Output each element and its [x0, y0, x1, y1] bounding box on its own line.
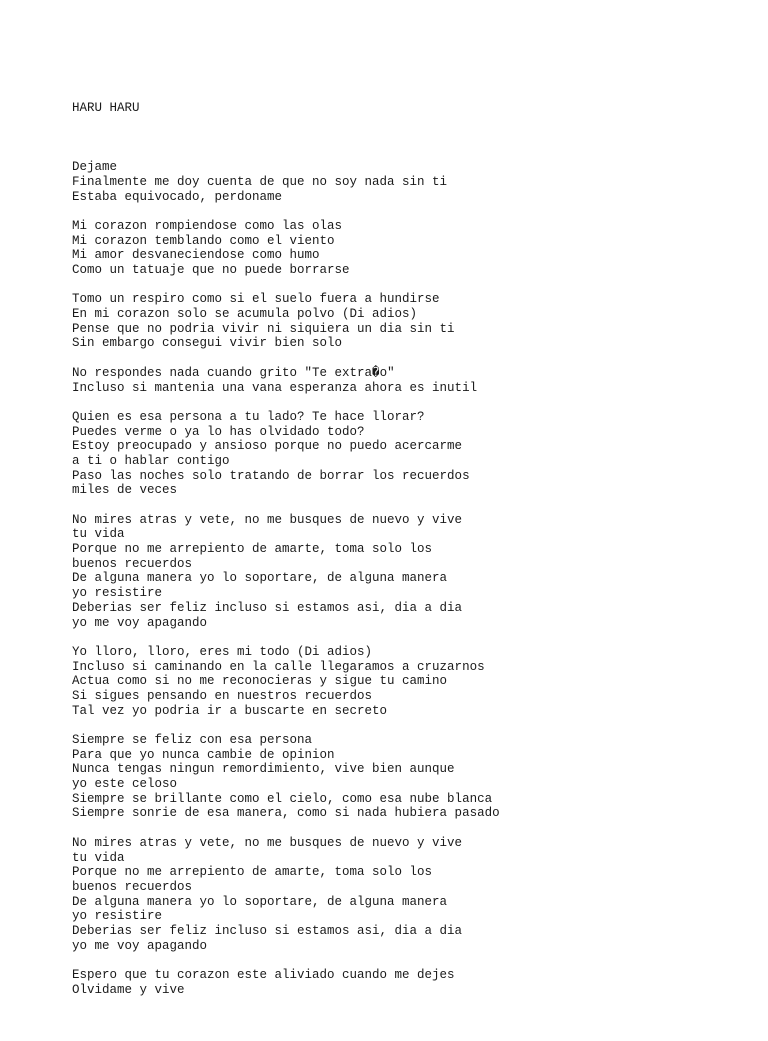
lyric-line: buenos recuerdos: [72, 556, 193, 571]
lyric-line: yo este celoso: [72, 777, 178, 792]
lyric-line: De alguna manera yo lo soportare, de alguna manera: [72, 894, 448, 909]
lyric-line: En mi corazon solo se acumula polvo (Di adios): [72, 307, 418, 322]
lyric-line: Mi corazon rompiendose como las olas: [72, 218, 343, 233]
lyric-line: Si sigues pensando en nuestros recuerdos: [72, 688, 373, 703]
lyric-line: De alguna manera yo lo soportare, de alguna manera: [72, 571, 448, 586]
lyric-line: Tomo un respiro como si el suelo fuera a hundirse: [72, 292, 440, 307]
lyric-line: Como un tatuaje que no puede borrarse: [72, 263, 350, 278]
lyric-line: buenos recuerdos: [72, 879, 193, 894]
stanza: [72, 733, 732, 821]
lyric-line: Finalmente me doy cuenta de que no soy nada sin ti: [72, 174, 448, 189]
lyric-line: Siempre se brillante como el cielo, como esa nube blanca: [72, 791, 493, 806]
lyric-line: Mi corazon temblando como el viento: [72, 233, 335, 248]
lyric-line: yo resistire: [72, 909, 163, 924]
lyric-line: No respondes nada cuando grito "Te extra�o": [72, 365, 395, 380]
lyric-line: Espero que tu corazon este aliviado cuando me dejes: [72, 968, 455, 983]
lyric-line: Porque no me arrepiento de amarte, toma solo los: [72, 865, 433, 880]
stanza-list: [72, 160, 732, 997]
stanza: [72, 292, 732, 351]
lyric-line: Deberias ser feliz incluso si estamos asi, dia a dia: [72, 600, 463, 615]
stanza: [72, 513, 732, 631]
lyric-line: Para que yo nunca cambie de opinion: [72, 747, 335, 762]
lyric-line: No mires atras y vete, no me busques de nuevo y vive: [72, 512, 463, 527]
lyric-line: Actua como si no me reconocieras y sigue tu camino: [72, 674, 448, 689]
stanza: [72, 410, 732, 498]
lyric-line: Estoy preocupado y ansioso porque no puedo acercarme: [72, 439, 463, 454]
stanza: [72, 968, 732, 997]
lyric-line: Estaba equivocado, perdoname: [72, 189, 283, 204]
lyric-line: Incluso si caminando en la calle llegaramos a cruzarnos: [72, 659, 485, 674]
lyric-line: Dejame: [72, 160, 118, 175]
stanza: [72, 645, 732, 718]
lyric-line: Olvidame y vive: [72, 982, 185, 997]
lyric-line: Quien es esa persona a tu lado? Te hace llorar?: [72, 409, 425, 424]
lyrics-text: [72, 72, 732, 1041]
stanza: [72, 366, 732, 395]
lyric-line: No mires atras y vete, no me busques de nuevo y vive: [72, 835, 463, 850]
lyric-line: Siempre se feliz con esa persona: [72, 733, 313, 748]
lyric-line: Pense que no podria vivir ni siquiera un dia sin ti: [72, 321, 455, 336]
lyric-line: Sin embargo consegui vivir bien solo: [72, 336, 343, 351]
lyric-line: Nunca tengas ningun remordimiento, vive bien aunque: [72, 762, 455, 777]
lyric-line: Siempre sonrie de esa manera, como si nada hubiera pasado: [72, 806, 500, 821]
stanza: [72, 836, 732, 954]
lyric-line: Tal vez yo podria ir a buscarte en secreto: [72, 703, 388, 718]
lyric-line: tu vida: [72, 850, 125, 865]
lyric-line: Deberias ser feliz incluso si estamos asi, dia a dia: [72, 923, 463, 938]
lyric-line: a ti o hablar contigo: [72, 453, 230, 468]
lyric-line: yo me voy apagando: [72, 615, 208, 630]
stanza: [72, 160, 732, 204]
lyric-line: Incluso si mantenia una vana esperanza ahora es inutil: [72, 380, 478, 395]
lyric-line: Yo lloro, lloro, eres mi todo (Di adios): [72, 644, 373, 659]
lyric-line: Puedes verme o ya lo has olvidado todo?: [72, 424, 365, 439]
lyric-line: yo resistire: [72, 586, 163, 601]
lyric-line: Porque no me arrepiento de amarte, toma solo los: [72, 542, 433, 557]
stanza: [72, 219, 732, 278]
lyric-line: tu vida: [72, 527, 125, 542]
lyric-line: Mi amor desvaneciendose como humo: [72, 248, 320, 263]
document-title: HARU HARU: [72, 101, 140, 116]
lyric-line: miles de veces: [72, 483, 178, 498]
lyric-line: Paso las noches solo tratando de borrar los recuerdos: [72, 468, 470, 483]
lyric-line: yo me voy apagando: [72, 938, 208, 953]
